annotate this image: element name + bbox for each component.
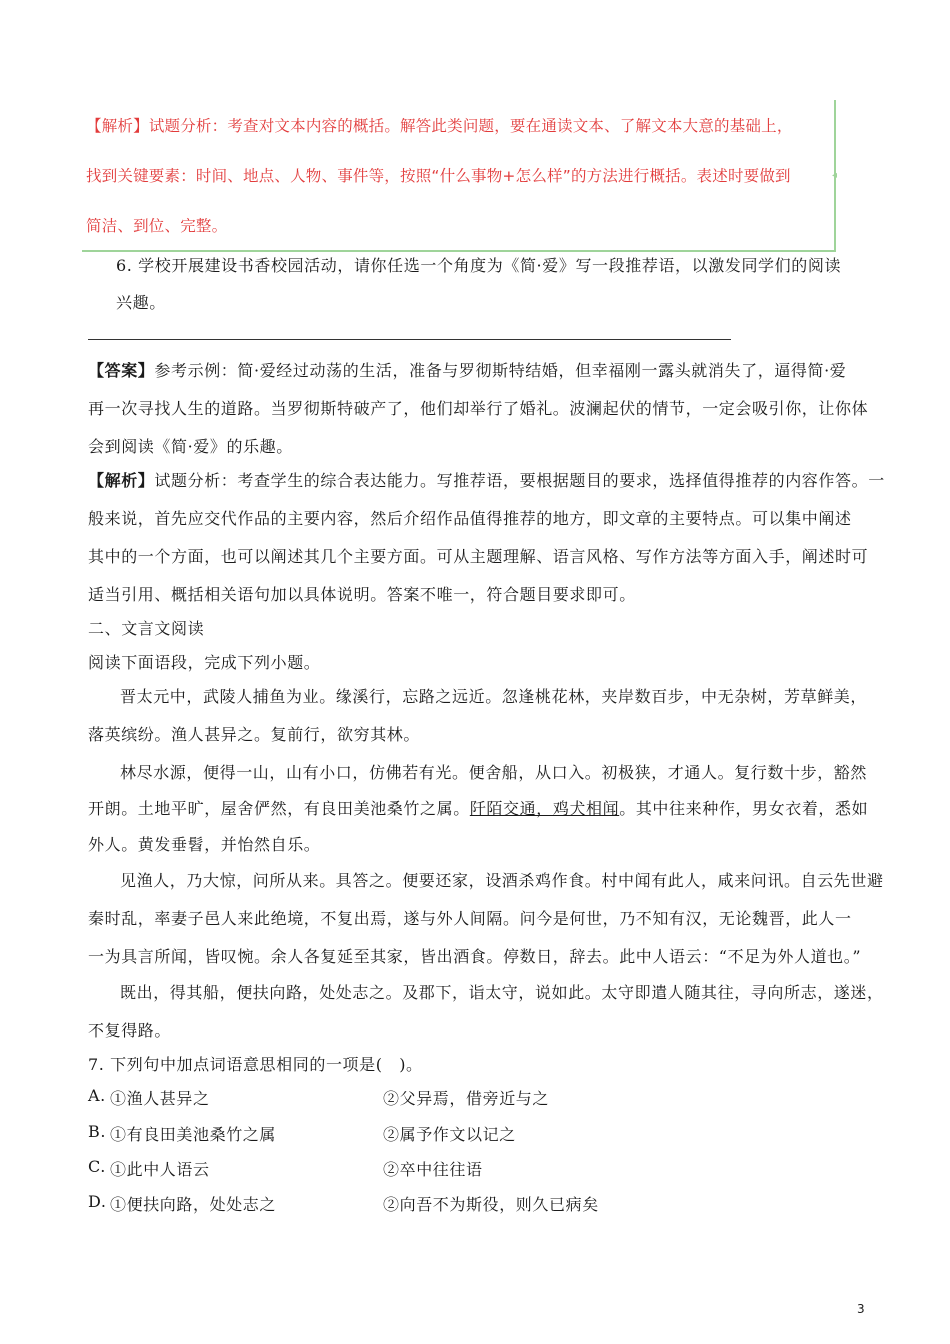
- passage-p3-line-1: 见渔人，乃大惊，问所从来。具答之。便要还家，设酒杀鸡作食。村中闻有此人，咸来问讯。自云先世避: [120, 871, 884, 890]
- page-number: 3: [857, 1302, 865, 1316]
- analysis-line-4: 适当引用、概括相关语句加以具体说明。答案不唯一，符合题目要求即可。: [88, 585, 636, 604]
- paragraph-mark-icon: ◂: [832, 170, 838, 181]
- answer-line-2: 再一次寻找人生的道路。当罗彻斯特破产了，他们却举行了婚礼。波澜起伏的情节，一定会吸引你，让你体: [88, 399, 869, 418]
- passage-p2-line-2: 开朗。土地平旷，屋舍俨然，有良田美池桑竹之属。阡陌交通，鸡犬相闻。其中往来种作，男女衣着，悉如: [88, 799, 869, 818]
- q7-option-d-first: ①便扶向路，处处志之: [110, 1195, 277, 1214]
- analysis-line-2: 般来说，首先应交代作品的主要内容，然后介绍作品值得推荐的地方，即文章的主要特点。可以集中阐述: [88, 509, 852, 528]
- q7-option-c-first: ①此中人语云: [110, 1160, 210, 1179]
- passage-p4-line-1: 既出，得其船，便扶向路，处处志之。及郡下，诣太守，说如此。太守即遣人随其往，寻向所志，遂迷，: [120, 983, 884, 1002]
- analysis-line-3: 其中的一个方面，也可以阐述其几个主要方面。可从主题理解、语言风格、写作方法等方面入手，阐述时可: [88, 547, 869, 566]
- q7-option-c-letter: C.: [88, 1157, 106, 1176]
- passage-p2-line-3: 外人。黄发垂髫，并怡然自乐。: [88, 835, 321, 854]
- q7-option-b-letter: B.: [88, 1122, 107, 1141]
- section-instruction: 阅读下面语段，完成下列小题。: [88, 653, 321, 672]
- analysis-box-line-3: 简洁、到位、完整。: [86, 217, 228, 235]
- q7-option-d-second: ②向吾不为斯役，则久已病矣: [383, 1195, 599, 1214]
- q7-option-a-first: ①渔人甚异之: [110, 1089, 210, 1108]
- q7-option-b-first: ①有良田美池桑竹之属: [110, 1125, 277, 1144]
- analysis-line-1: 【解析】试题分析：考查学生的综合表达能力。写推荐语，要根据题目的要求，选择值得推荐的内容作答。一: [88, 471, 885, 490]
- q7-option-a-second: ②父异焉，借旁近与之: [383, 1089, 550, 1108]
- answer-blank-line: [88, 339, 731, 340]
- analysis-box-line-1: 【解析】试题分析：考查对文本内容的概括。解答此类问题，要在通读文本、了解文本大意的基础上，: [86, 117, 793, 135]
- passage-p3-line-2: 秦时乱，率妻子邑人来此绝境，不复出焉，遂与外人间隔。问今是何世，乃不知有汉，无论魏晋，此人一: [88, 909, 852, 928]
- analysis-box-line-2: 找到关键要素：时间、地点、人物、事件等，按照“什么事物+怎么样”的方法进行概括。表述时要做到: [86, 167, 791, 185]
- q7-option-d-letter: D.: [88, 1192, 107, 1211]
- q7-stem: 7. 下列句中加点词语意思相同的一项是( )。: [88, 1055, 423, 1074]
- passage-p1-line-2: 落英缤纷。渔人甚异之。复前行，欲穷其林。: [88, 725, 421, 744]
- passage-p1-line-1: 晋太元中，武陵人捕鱼为业。缘溪行，忘路之远近。忽逢桃花林，夹岸数百步，中无杂树，芳草鲜美，: [120, 687, 868, 706]
- q7-option-c-second: ②卒中往往语: [383, 1160, 483, 1179]
- underlined-phrase: 阡陌交通，鸡犬相闻: [469, 799, 620, 818]
- q7-option-a-letter: A.: [88, 1086, 106, 1105]
- passage-p4-line-2: 不复得路。: [88, 1021, 172, 1040]
- q6-line-1: 6. 学校开展建设书香校园活动，请你任选一个角度为《简·爱》写一段推荐语，以激发同学们的阅读: [116, 256, 842, 275]
- section-title: 二、文言文阅读: [88, 619, 205, 638]
- answer-line-1: 【答案】参考示例：简·爱经过动荡的生活，准备与罗彻斯特结婚，但幸福刚一露头就消失了，逼得简·爱: [88, 361, 847, 380]
- passage-p2-line-1: 林尽水源，便得一山，山有小口，仿佛若有光。便舍船，从口入。初极狭，才通人。复行数十步，豁然: [120, 763, 868, 782]
- answer-line-3: 会到阅读《简·爱》的乐趣。: [88, 437, 293, 456]
- q6-line-2: 兴趣。: [116, 293, 166, 312]
- q7-option-b-second: ②属予作文以记之: [383, 1125, 516, 1144]
- passage-p3-line-3: 一为具言所闻，皆叹惋。余人各复延至其家，皆出酒食。停数日，辞去。此中人语云：“不足为外人道也。”: [88, 947, 862, 966]
